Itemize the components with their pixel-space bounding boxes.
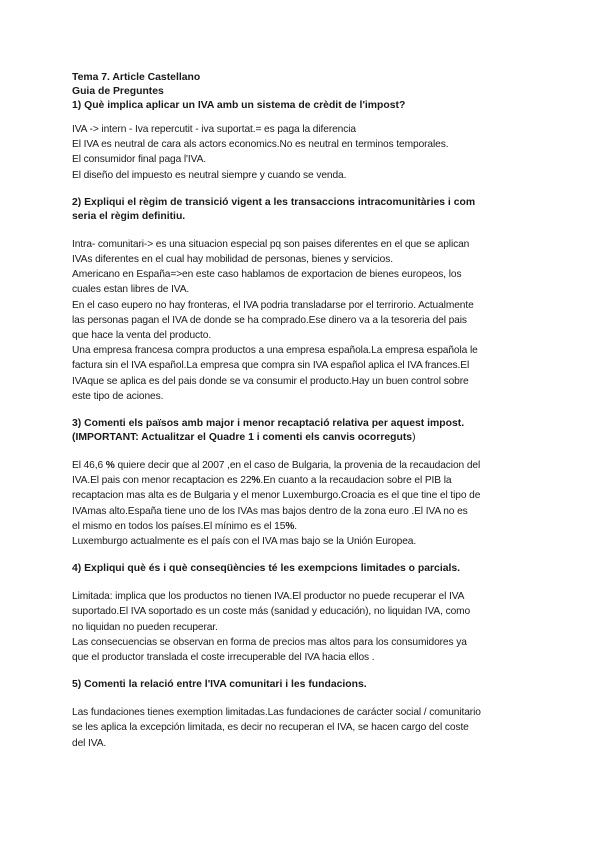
answer-line: IVAs diferentes en el cual hay mobilidad de personas, bienes y servicios.: [72, 254, 393, 266]
answer-2: [72, 237, 534, 404]
question-1: 1) Què implica aplicar un IVA amb un sistema de crèdit de l'impost?: [72, 100, 406, 111]
answer-line: se les aplica la excepción limitada, es decir no recuperan el IVA, se hacen cargo del coste: [72, 722, 469, 734]
answer-line: recaptacion mas alta es de Bulgaria y el menor Luxemburgo.Croacia es el que tine el tipo de: [72, 490, 481, 502]
question-5: 5) Comenti la relació entre l'IVA comunitari i les fundacions.: [72, 679, 367, 691]
answer-line: Intra- comunitari-> es una situacion especial pq son paises diferentes en el que se aplican: [72, 238, 470, 250]
doc-title: Tema 7. Article Castellano: [72, 72, 201, 83]
answer-3: [72, 458, 534, 549]
answer-5: [72, 705, 534, 751]
doc-subtitle: Guia de Preguntes: [72, 86, 164, 97]
answer-line: que hace la venta del producto.: [72, 330, 212, 342]
answer-line: El consumidor final paga l'IVA.: [72, 154, 206, 166]
answer-line: El IVA es neutral de cara als actors economics.No es neutral en terminos temporales.: [72, 139, 449, 151]
answer-line: del IVA.: [72, 737, 107, 749]
document-body: [72, 71, 534, 751]
answer-line: factura sin el IVA español.La empresa que compra sin IVA español aplica el IVA frances.El: [72, 360, 470, 372]
answer-line: El 46,6 % quiere decir que al 2007 ,en el caso de Bulgaria, la provenia de la recaudacion del: [72, 460, 481, 472]
answer-line: En el caso eupero no hay fronteras, el IVA podria transladarse por el terrirorio. Actualmente: [72, 299, 474, 311]
question-3: 3) Comenti els països amb major i menor recaptació relativa per aquest impost. (IMPORTANT: Actualitzar el Quadre 1 i comenti els canvis ocorreguts): [72, 418, 465, 444]
answer-line: Luxemburgo actualmente es el país con el IVA mas bajo se la Unión Europea.: [72, 536, 417, 548]
answer-line: El diseño del impuesto es neutral siempre y cuando se venda.: [72, 169, 347, 181]
answer-line: IVA.El pais con menor recaptacion es 22%.En cuanto a la recaudacion sobre el PIB la: [72, 475, 452, 487]
answer-line: Las consecuencias se observan en forma de precios mas altos para los consumidores ya: [72, 636, 467, 648]
answer-line: IVAmas alto.España tiene uno de los IVAs mas bajos dentro de la zona euro .El IVA no es: [72, 505, 468, 517]
question-4: 4) Expliqui què és i què conseqüències té les exempcions limitades o parcials.: [72, 563, 461, 575]
answer-line: Americano en España=>en este caso hablamos de exportacion de bienes europeos, los: [72, 269, 462, 281]
answer-line: que el productor translada el coste irrecuperable del IVA hacia ellos .: [72, 652, 375, 664]
answer-line: IVA -> intern - Iva repercutit - iva suportat.= es paga la diferencia: [72, 124, 356, 135]
answer-line: este tipo de aciones.: [72, 390, 164, 402]
answer-line: no liquidan no pueden recuperar.: [72, 621, 218, 633]
answer-line: Las fundaciones tienes exemption limitadas.Las fundaciones de carácter social / comunitario: [72, 707, 481, 719]
answer-1: [72, 122, 534, 183]
question-2: 2) Expliqui el règim de transició vigent a les transaccions intracomunitàries i com seria el règim definitiu.: [72, 196, 476, 222]
answer-line: el mismo en todos los países.El mínimo es el 15%.: [72, 520, 298, 532]
answer-line: IVAque se aplica es del pais donde se va consumir el producto.Hay un buen control sobre: [72, 375, 469, 387]
answer-line: cuales estan libres de IVA.: [72, 284, 190, 296]
answer-line: las personas pagan el IVA de donde se ha comprado.Ese dinero va a la tesoreria del pais: [72, 314, 467, 326]
answer-line: Una empresa francesa compra productos a una empresa española.La empresa española le: [72, 345, 478, 357]
answer-line: suportado.El IVA soportado es un coste más (sanidad y educación), no liquidan IVA, como: [72, 606, 471, 618]
answer-line: Limitada: implica que los productos no tienen IVA.El productor no puede recuperar el IVA: [72, 591, 465, 603]
answer-4: [72, 589, 534, 665]
